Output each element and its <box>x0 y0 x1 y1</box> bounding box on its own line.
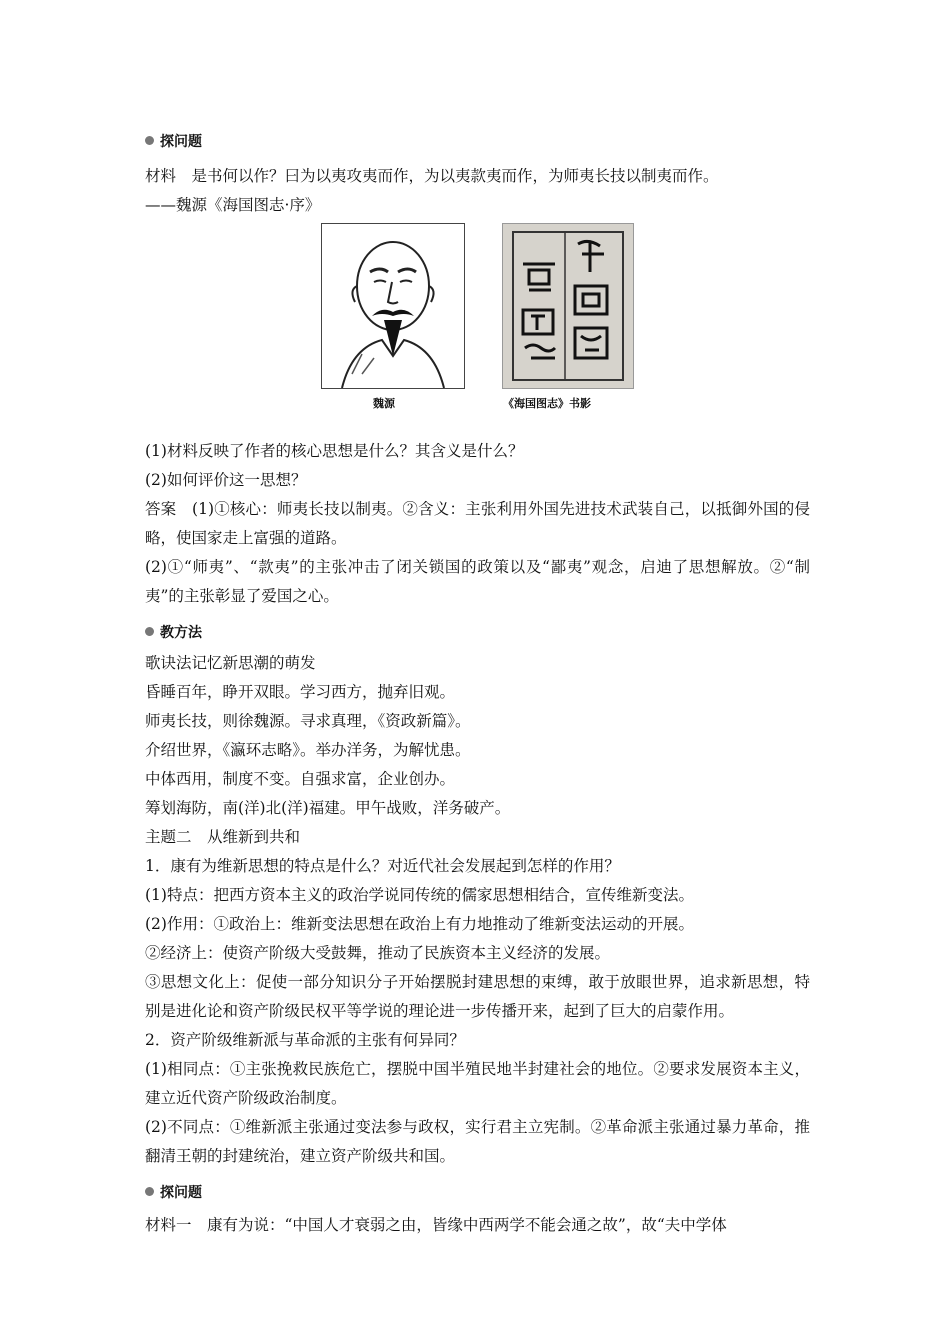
question-1: (1)材料反映了作者的核心思想是什么？其含义是什么？ <box>145 442 524 460</box>
figure-group <box>145 223 810 437</box>
content-item: ②经济上：使资产阶级大受鼓舞，推动了民族资本主义经济的发展。 <box>145 944 611 962</box>
question-2: (2)如何评价这一思想？ <box>145 471 307 489</box>
document-page <box>145 130 810 1240</box>
content-item: (1)相同点：①主张挽救民族危亡，摆脱中国半殖民地半封建社会的地位。②要求发展资本主义，建立近代资产阶级政治制度。 <box>145 1060 810 1107</box>
material-source: ——魏源《海国图志·序》 <box>145 196 321 214</box>
rhyme-line: 昏睡百年，睁开双眼。学习西方，抛弃旧观。 <box>145 683 456 701</box>
rhyme-line: 师夷长技，则徐魏源。寻求真理，《资政新篇》。 <box>145 712 471 730</box>
book-cover-image <box>502 223 634 389</box>
section-heading-inquiry-2: 探问题 <box>145 1181 810 1205</box>
rhyme-line: 中体西用，制度不变。自强求富，企业创办。 <box>145 770 456 788</box>
portrait-image <box>321 223 465 389</box>
rhyme-line: 介绍世界，《瀛环志略》。举办洋务，为解忧患。 <box>145 741 471 759</box>
portrait-sketch <box>322 224 464 388</box>
figure1-caption: 魏源 <box>373 397 395 410</box>
answer-2: (2)①“师夷”、“款夷”的主张冲击了闭关锁国的政策以及“鄙夷”观念，启迪了思想解放。②“制夷”的主张彰显了爱国之心。 <box>145 558 810 605</box>
material-text: 材料一 康有为说：“中国人才衰弱之由，皆缘中西两学不能会通之故”，故“夫中学体 <box>145 1216 727 1234</box>
question-item: 1．康有为维新思想的特点是什么？对近代社会发展起到怎样的作用？ <box>145 857 620 875</box>
section-heading-method: 教方法 <box>145 621 810 645</box>
rhyme-line: 歌诀法记忆新思潮的萌发 <box>145 654 316 672</box>
content-item: (2)不同点：①维新派主张通过变法参与政权，实行君主立宪制。②革命派主张通过暴力革命，推翻清王朝的封建统治，建立资产阶级共和国。 <box>145 1118 810 1165</box>
bullet-icon <box>145 136 154 145</box>
material-text: 材料 是书何以作？曰为以夷攻夷而作，为以夷款夷而作，为师夷长技以制夷而作。 <box>145 167 719 185</box>
bullet-icon <box>145 627 154 636</box>
rhyme-line: 筹划海防，南(洋)北(洋)福建。甲午战败，洋务破产。 <box>145 799 511 817</box>
figure2-caption: 《海国图志》书影 <box>503 397 591 410</box>
content-item: (2)作用：①政治上：维新变法思想在政治上有力地推动了维新变法运动的开展。 <box>145 915 694 933</box>
content-item: ③思想文化上：促使一部分知识分子开始摆脱封建思想的束缚，敢于放眼世界，追求新思想，特别是进化论和资产阶级民权平等学说的理论进一步传播开来，起到了巨大的启蒙作用。 <box>145 973 810 1020</box>
content-item: (1)特点：把西方资本主义的政治学说同传统的儒家思想相结合，宣传维新变法。 <box>145 886 694 904</box>
answer-1: 答案 (1)①核心：师夷长技以制夷。②含义：主张利用外国先进技术武装自己，以抵御外国的侵略，使国家走上富强的道路。 <box>145 500 810 547</box>
bullet-icon <box>145 1187 154 1196</box>
topic-title: 主题二 从维新到共和 <box>145 828 301 846</box>
question-item: 2．资产阶级维新派与革命派的主张有何异同？ <box>145 1031 465 1049</box>
section-heading-inquiry: 探问题 <box>145 130 810 154</box>
seal-script-title <box>503 224 633 388</box>
